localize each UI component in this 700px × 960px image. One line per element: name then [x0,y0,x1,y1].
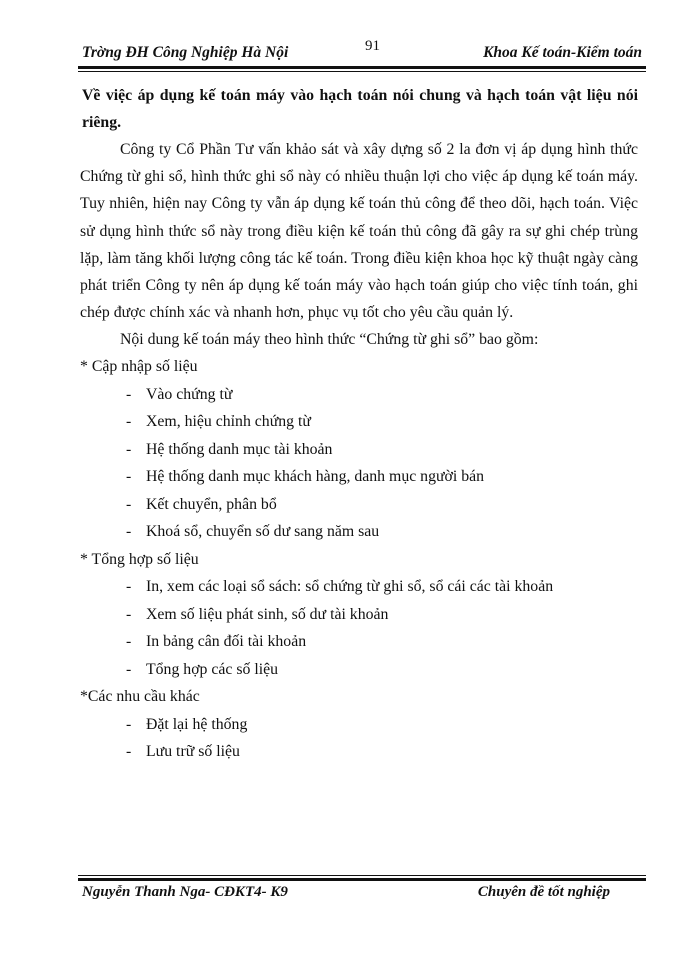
page-header [82,38,642,68]
footer-rule-thin [78,875,646,876]
list-item: - Khoá sổ, chuyển số dư sang năm sau [126,523,380,541]
page-content [80,82,638,766]
page-number: 91 [365,38,380,54]
section-title-summary: * Tổng hợp số liệu [80,550,199,568]
list-item: - Lưu trữ số liệu [126,743,240,761]
header-rule-thick [78,66,646,69]
list-item: - Vào chứng từ [126,385,233,403]
list-item: - In, xem các loại sổ sách: sổ chứng từ ghi sổ, sổ cái các tài khoản [126,578,554,596]
list-item: - Đặt lại hệ thống [126,715,248,733]
header-rule-thin [78,71,646,72]
footer-author: Nguyễn Thanh Nga- CĐKT4- K9 [82,884,288,900]
body-paragraph: Công ty Cổ Phần Tư vấn khảo sát và xây dựng số 2 la đơn vị áp dụng hình thức Chứng từ ghi sổ, hình thức ghi sổ này có nhiều thuận lợi cho việc áp dụng kế toán máy. Tuy nhiên, hiện nay Công ty vẫn áp dụng kế toán thủ công để theo dõi, hạch toán. Việc sử dụng hình thức sổ này trong điều kiện kế toán thủ công đã gây ra sự ghi chép trùng lặp, làm tăng khối lượng công tác kế toán. Trong điều kiện khoa học kỹ thuật ngày càng phát triển Công ty nên áp dụng kế toán máy vào hạch toán giúp cho việc tính toán, ghi chép được chính xác và nhanh hơn, phục vụ tốt cho yêu cầu quản lý. [80,141,638,322]
header-faculty: Khoa Kế toán-Kiểm toán [483,44,642,61]
section-title-other: *Các nhu cầu khác [80,688,200,706]
list-item: - In bảng cân đối tài khoản [126,633,307,651]
list-item: - Tổng hợp các số liệu [126,660,279,678]
list-item: - Hệ thống danh mục khách hàng, danh mục người bán [126,468,485,486]
footer-title: Chuyên đề tốt nghiệp [477,884,610,900]
section-title-update: * Cập nhập số liệu [80,358,198,376]
list-item: - Hệ thống danh mục tài khoản [126,440,333,458]
footer-rule-thick [78,878,646,881]
section-heading: Về việc áp dụng kế toán máy vào hạch toán nói chung và hạch toán vật liệu nói riêng. [82,87,638,131]
list-item: - Kết chuyển, phân bổ [126,495,277,513]
header-school: Trờng ĐH Công Nghiệp Hà Nội [82,44,289,61]
list-item: - Xem số liệu phát sinh, số dư tài khoản [126,605,389,623]
list-item: - Xem, hiệu chỉnh chứng từ [126,413,311,431]
list-intro: Nội dung kế toán máy theo hình thức “Chứng từ ghi sổ” bao gồm: [120,331,539,349]
